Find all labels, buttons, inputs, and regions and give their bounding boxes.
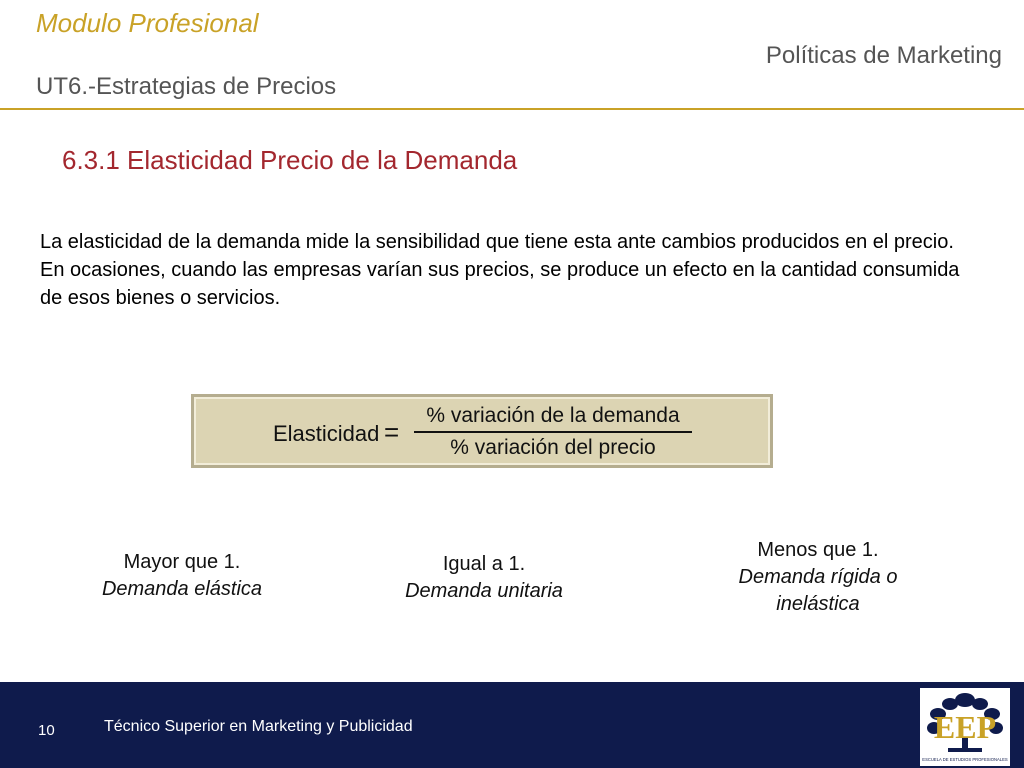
header-divider [0, 108, 1024, 110]
formula-denominator: % variación del precio [450, 436, 656, 459]
formula-box [191, 394, 773, 468]
formula-fraction [414, 403, 692, 461]
outcome-label: Demanda unitaria [405, 580, 563, 602]
outcome-unitary [374, 551, 594, 605]
page-number: 10 [38, 722, 55, 739]
module-title: Modulo Profesional [36, 8, 259, 38]
outcome-label: Demanda elástica [101, 578, 263, 600]
intro-paragraph: La elasticidad de la demanda mide la sensibilidad que tiene esta ante cambios producidos en el precio. En ocasiones, cuando las empresas varían sus precios, se produce un efecto en la cantidad consumida de esos bienes o servicios. [40, 231, 960, 309]
course-name: Técnico Superior en Marketing y Publicidad [104, 718, 413, 735]
formula-equals: = [384, 417, 400, 447]
footer-bar [0, 682, 1024, 768]
outcome-condition: Menos que 1. [757, 539, 879, 561]
outcome-label: Demanda rígida o inelástica [738, 566, 898, 615]
logo-letters: EEP [933, 709, 997, 745]
unit-title: UT6.-Estrategias de Precios [36, 73, 337, 100]
school-logo-icon [920, 688, 1010, 766]
subject-title: Políticas de Marketing [765, 42, 1002, 69]
formula-numerator: % variación de la demanda [426, 404, 680, 427]
outcome-condition: Igual a 1. [442, 553, 526, 575]
formula-lhs: Elasticidad [273, 421, 380, 446]
outcome-elastic [72, 549, 292, 603]
logo-caption: ESCUELA DE ESTUDIOS PROFESIONALES [922, 757, 1008, 762]
outcome-condition: Mayor que 1. [123, 551, 241, 573]
section-heading: 6.3.1 Elasticidad Precio de la Demanda [62, 145, 518, 175]
outcome-rigid [700, 537, 936, 618]
